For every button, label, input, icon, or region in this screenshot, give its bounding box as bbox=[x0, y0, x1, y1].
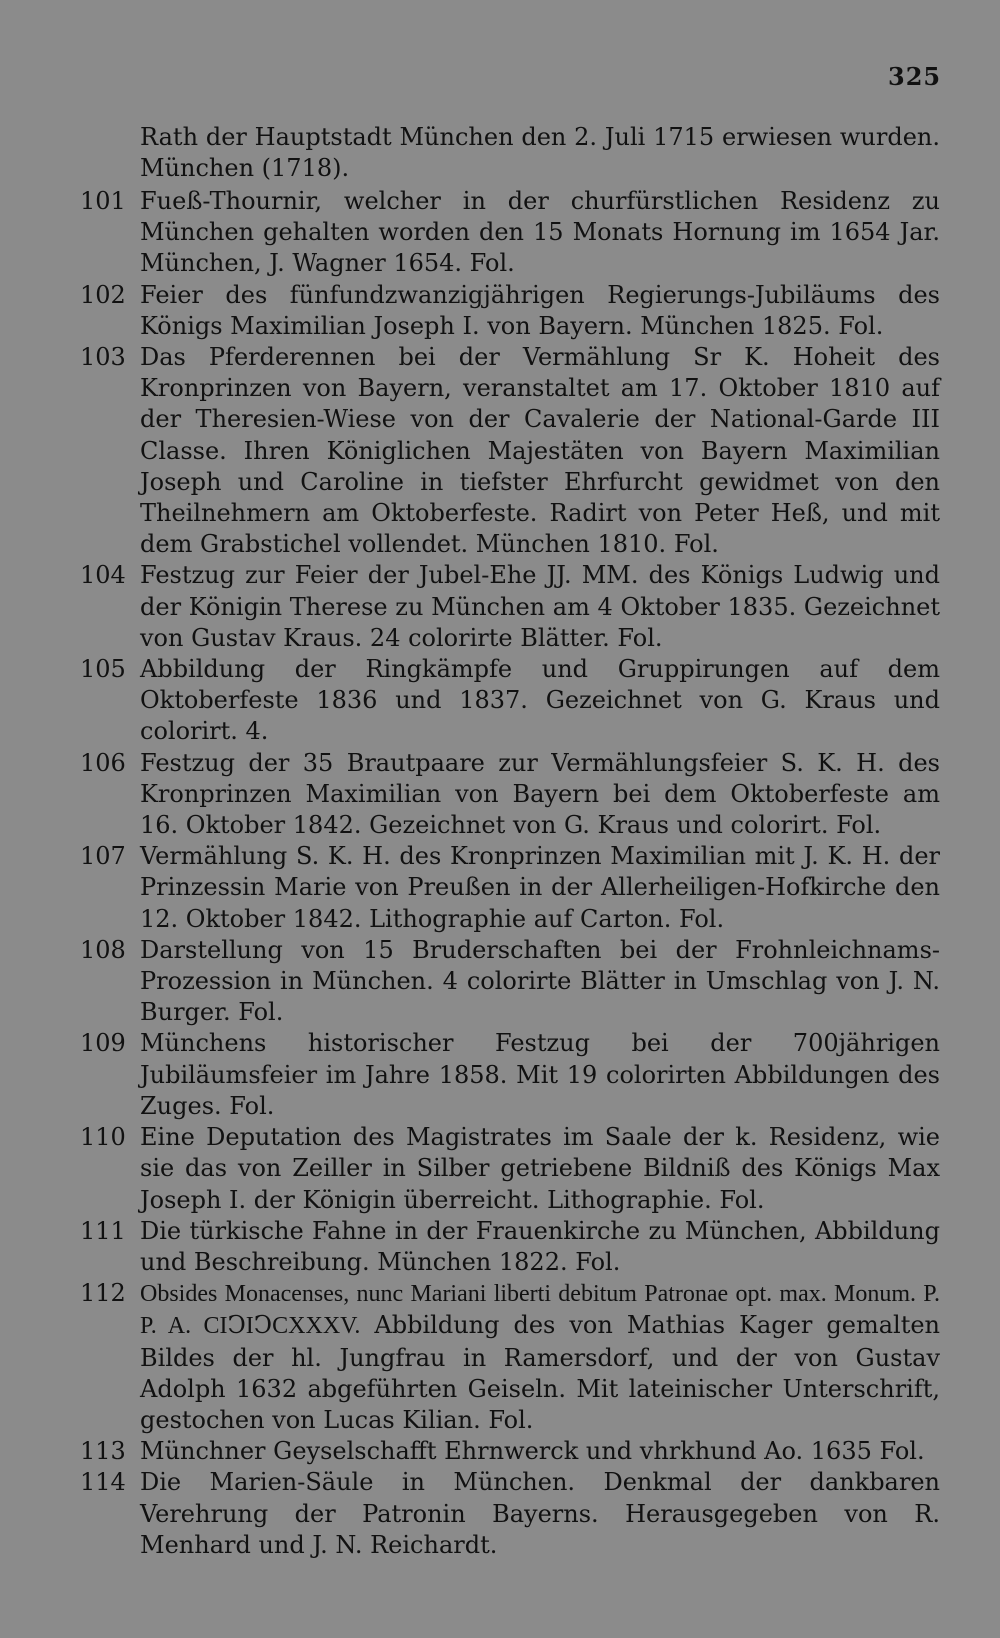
entry-number: 108 bbox=[80, 935, 126, 964]
catalog-entry-107 bbox=[0, 841, 1000, 935]
catalog-entry-102 bbox=[0, 280, 1000, 342]
entry-number: 110 bbox=[80, 1123, 126, 1152]
entry-number: 101 bbox=[80, 187, 126, 215]
catalog-entry-113 bbox=[0, 1436, 1000, 1467]
entry-text: Die türkische Fahne in der Frauenkirche zu München, Abbildung und Beschreibung. München 1822. Fol. bbox=[140, 1216, 940, 1276]
entry-number: 114 bbox=[80, 1468, 126, 1497]
catalog-entry-112 bbox=[0, 1278, 1000, 1436]
catalog-entry-106 bbox=[0, 748, 1000, 842]
continued-entry-text: Rath der Hauptstadt München den 2. Juli 1715 erwiesen wurden. München (1718). bbox=[140, 123, 940, 183]
catalog-entry-105 bbox=[0, 654, 1000, 748]
entry-text: Feier des fünfundzwanzigjährigen Regierungs-Jubiläums des Königs Maximilian Joseph I. von Bayern. München 1825. Fol. bbox=[140, 280, 940, 340]
entry-text: Münchens historischer Festzug bei der 700jährigen Jubiläumsfeier im Jahre 1858. Mit 19 colorirten Abbildungen des Zuges. Fol. bbox=[140, 1029, 940, 1120]
entry-number: 109 bbox=[80, 1029, 126, 1058]
entry-number: 112 bbox=[80, 1279, 126, 1308]
entry-number: 107 bbox=[80, 842, 126, 871]
entry-text: Vermählung S. K. H. des Kronprinzen Maximilian mit J. K. H. der Prinzessin Marie von Preußen in der Allerheiligen-Hofkirche den 12. Oktober 1842. Lithographie auf Carton. Fol. bbox=[140, 842, 940, 933]
entry-description: Abbildung des von Mathias Kager gemalten Bildes der hl. Jungfrau in Ramersdorf, und der von Gustav Adolph 1632 abgeführten Geiseln. Mit lateinischer Unterschrift, gestochen von Lucas Kilian. Fol. bbox=[140, 1311, 941, 1434]
catalog-entry-114 bbox=[0, 1467, 1000, 1561]
entry-text: Münchner Geyselschafft Ehrnwerck und vhrkhund Ao. 1635 Fol. bbox=[140, 1437, 925, 1466]
entry-text: Festzug zur Feier der Jubel-Ehe JJ. MM. des Königs Ludwig und der Königin Therese zu München am 4 Oktober 1835. Gezeichnet von Gustav Kraus. 24 colorirte Blätter. Fol. bbox=[140, 561, 940, 652]
catalog-entry-101 bbox=[0, 186, 1000, 280]
catalog-entry-110 bbox=[0, 1122, 1000, 1216]
entry-number: 103 bbox=[80, 343, 126, 372]
entry-number: 102 bbox=[80, 280, 126, 309]
catalog-entry-109 bbox=[0, 1028, 1000, 1122]
entry-number: 105 bbox=[80, 655, 126, 684]
catalog-entry-103 bbox=[0, 342, 1000, 560]
entry-text: Die Marien-Säule in München. Denkmal der dankbaren Verehrung der Patronin Bayerns. Herausgegeben von R. Menhard und J. N. Reichardt. bbox=[140, 1468, 940, 1559]
entry-text bbox=[140, 1278, 940, 1436]
entry-text: Festzug der 35 Brautpaare zur Vermählungsfeier S. K. H. des Kronprinzen Maximilian von Bayern bei dem Oktoberfeste am 16. Oktober 1842. Gezeichnet von G. Kraus und colorirt. Fol. bbox=[140, 748, 940, 840]
catalog-entries bbox=[0, 186, 1000, 1561]
entry-latin-title: Obsides Monacenses, nunc Mariani liberti debitum Patronae opt. max. Monum. P. P. A. CIↃIↃCXXXV. bbox=[140, 1281, 940, 1340]
catalog-entry-104 bbox=[0, 560, 1000, 654]
catalog-entry-108 bbox=[0, 935, 1000, 1029]
entry-text: Darstellung von 15 Bruderschaften bei der Frohnleichnams-Prozession in München. 4 colorirte Blätter in Umschlag von J. N. Burger. Fol. bbox=[140, 935, 940, 1027]
entry-number: 104 bbox=[80, 561, 126, 590]
entry-number: 106 bbox=[80, 748, 126, 777]
entry-text: Abbildung der Ringkämpfe und Gruppirungen auf dem Oktoberfeste 1836 und 1837. Gezeichnet von G. Kraus und colorirt. 4. bbox=[140, 655, 940, 746]
entry-number: 113 bbox=[80, 1437, 126, 1466]
catalog-entry-111 bbox=[0, 1216, 1000, 1278]
entry-text: Fueß-Thournir, welcher in der churfürstlichen Residenz zu München gehalten worden den 15 Monats Hornung im 1654 Jar. München, J. Wagner 1654. Fol. bbox=[140, 187, 940, 278]
entry-number: 111 bbox=[80, 1216, 126, 1245]
entry-text: Das Pferderennen bei der Vermählung Sr K. Hoheit des Kronprinzen von Bayern, veranstaltet am 17. Oktober 1810 auf der Theresien-Wiese von der Cavalerie der National-Garde III Classe. Ihren Königlichen Majestäten von Bayern Maximilian Joseph und Caroline in tiefster Ehrfurcht gewidmet von den Theilnehmern am Oktoberfeste. Radirt von Peter Heß, und mit dem Grabstichel vollendet. München 1810. Fol. bbox=[140, 343, 940, 559]
page-number: 325 bbox=[888, 62, 942, 91]
entry-text: Eine Deputation des Magistrates im Saale der k. Residenz, wie sie das von Zeiller in Silber getriebene Bildniß des Königs Max Joseph I. der Königin überreicht. Lithographie. Fol. bbox=[140, 1123, 940, 1214]
